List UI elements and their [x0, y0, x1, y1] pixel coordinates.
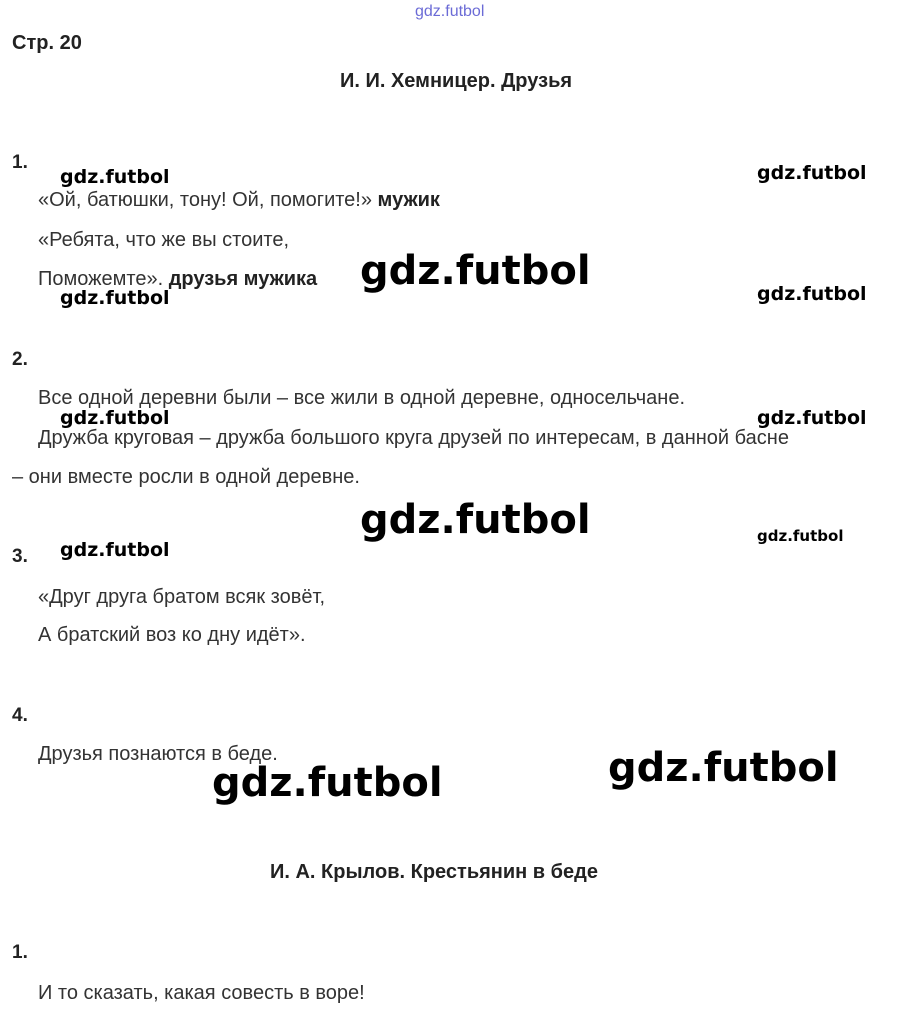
watermark: gdz.futbol: [757, 527, 844, 545]
watermark: gdz.futbol: [60, 287, 170, 309]
watermark: gdz.futbol: [360, 248, 591, 294]
top-watermark: gdz.futbol: [415, 3, 485, 20]
answer-line: «Друг друга братом всяк зовёт,: [38, 586, 326, 608]
answer-line: – они вместе росли в одной деревне.: [12, 466, 360, 488]
answer-line: Друзья познаются в беде.: [38, 743, 278, 765]
quote-text: Поможемте».: [38, 268, 164, 290]
watermark: gdz.futbol: [608, 745, 839, 791]
item-number: 3.: [12, 546, 28, 567]
answer-line: «Ребята, что же вы стоите,: [38, 229, 289, 251]
watermark: gdz.futbol: [360, 497, 591, 543]
answer-bold: мужик: [377, 189, 440, 211]
watermark: gdz.futbol: [60, 407, 170, 429]
answer-line: [38, 189, 440, 212]
answer-line: Дружба круговая – дружба большого круга друзей по интересам, в данной басне: [38, 427, 789, 449]
section-title: И. И. Хемницер. Друзья: [339, 70, 573, 92]
watermark: gdz.futbol: [757, 407, 867, 429]
answer-line: Все одной деревни были – все жили в одной деревне, односельчане.: [38, 387, 686, 409]
watermark: gdz.futbol: [212, 760, 443, 806]
watermark: gdz.futbol: [757, 283, 867, 305]
section-title: И. А. Крылов. Крестьянин в беде: [270, 861, 598, 883]
watermark: gdz.futbol: [60, 166, 170, 188]
item-number: 4.: [12, 705, 28, 726]
page-label: Стр. 20: [12, 32, 82, 54]
quote-text: «Ой, батюшки, тону! Ой, помогите!»: [38, 189, 372, 211]
item-number: 2.: [12, 349, 28, 370]
watermark: gdz.futbol: [757, 162, 867, 184]
answer-line: А братский воз ко дну идёт».: [38, 624, 306, 646]
item-number: 1.: [12, 152, 28, 173]
watermark: gdz.futbol: [60, 539, 170, 561]
answer-line: И то сказать, какая совесть в воре!: [38, 982, 365, 1004]
answer-bold: друзья мужика: [168, 268, 318, 290]
item-number: 1.: [12, 942, 28, 963]
